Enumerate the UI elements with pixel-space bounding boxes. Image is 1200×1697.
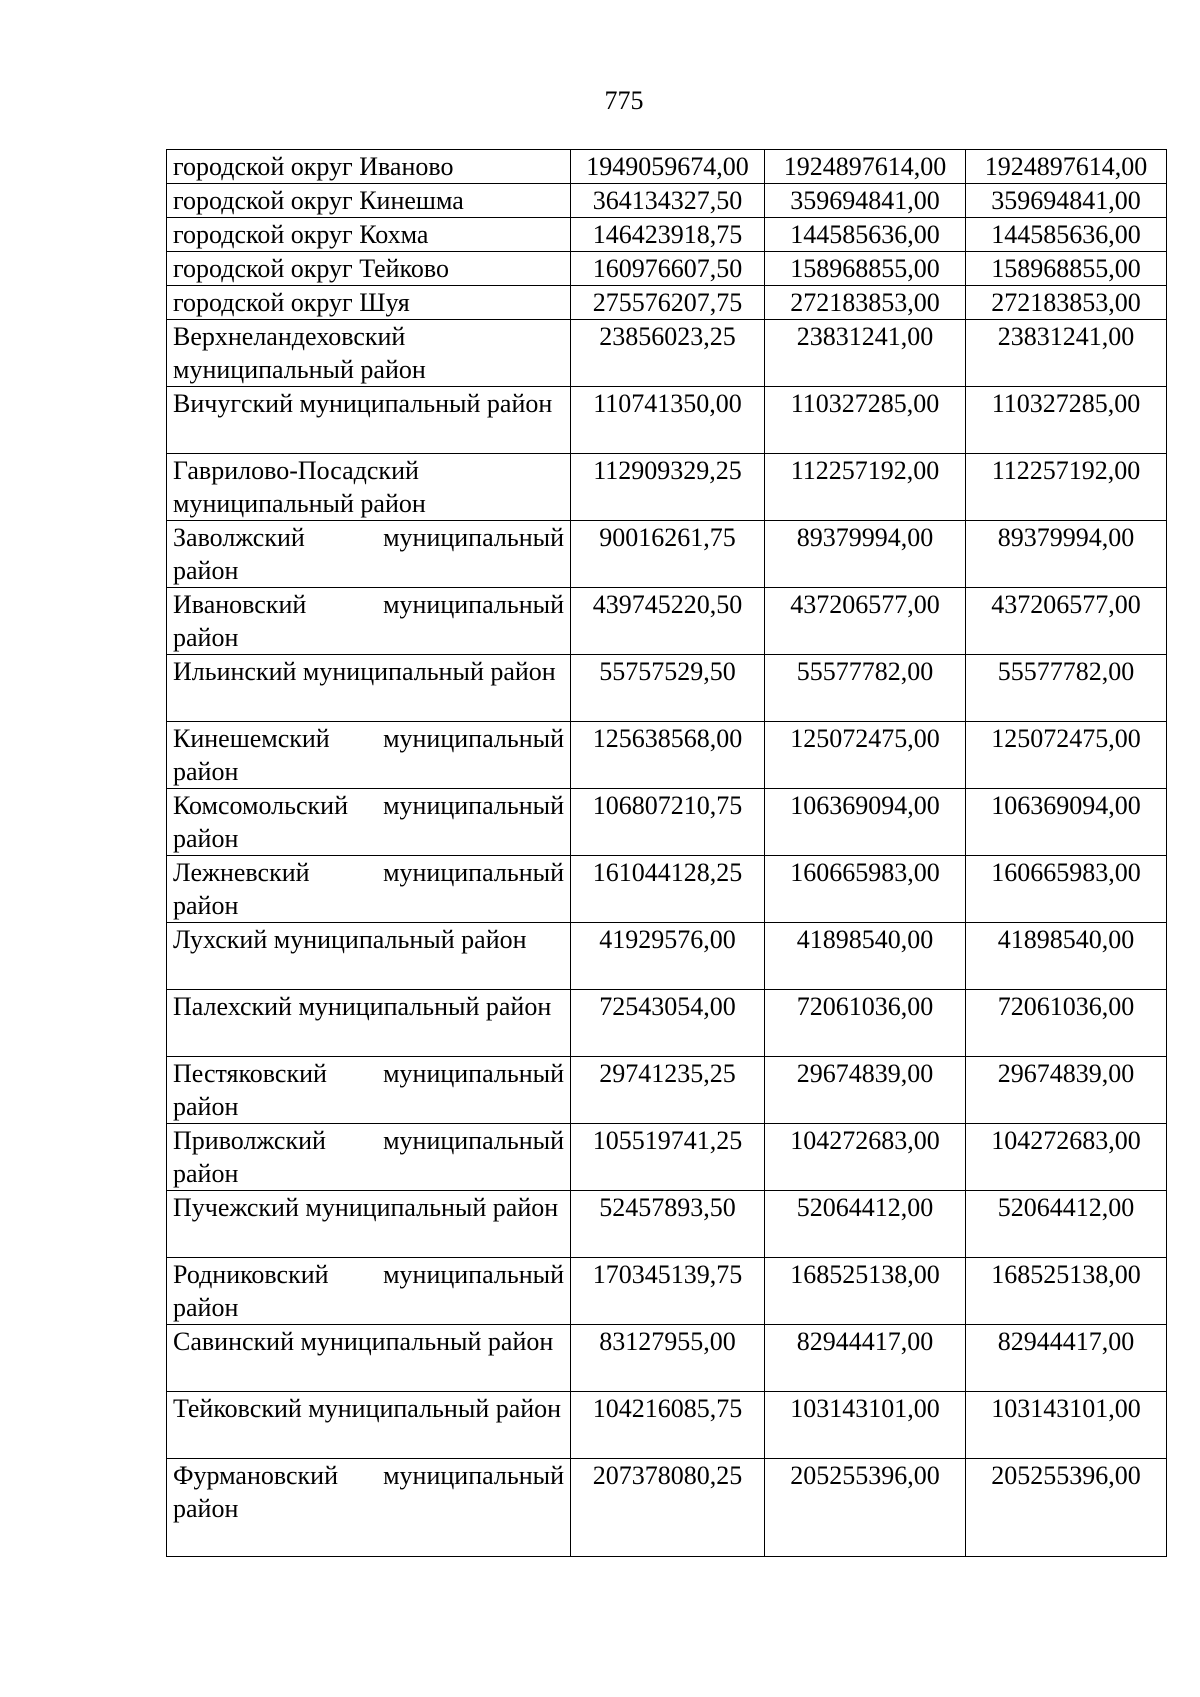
municipality-name: Ильинский муниципальный район: [167, 655, 571, 722]
amount-year-3: 158968855,00: [966, 252, 1167, 286]
amount-year-1: 90016261,75: [571, 521, 765, 588]
amount-year-3: 106369094,00: [966, 789, 1167, 856]
amount-year-2: 41898540,00: [765, 923, 966, 990]
amount-year-2: 72061036,00: [765, 990, 966, 1057]
municipality-name: Пестяковский муниципальный район: [167, 1057, 571, 1124]
municipality-name: Родниковский муниципальный район: [167, 1258, 571, 1325]
amount-year-2: 359694841,00: [765, 184, 966, 218]
amount-year-1: 41929576,00: [571, 923, 765, 990]
amount-year-3: 52064412,00: [966, 1191, 1167, 1258]
amount-year-2: 110327285,00: [765, 387, 966, 454]
budget-table: [166, 149, 1167, 1557]
amount-year-2: 103143101,00: [765, 1392, 966, 1459]
table-row: [167, 320, 1167, 387]
amount-year-1: 52457893,50: [571, 1191, 765, 1258]
table-row: [167, 150, 1167, 184]
amount-year-2: 89379994,00: [765, 521, 966, 588]
amount-year-1: 439745220,50: [571, 588, 765, 655]
amount-year-3: 112257192,00: [966, 454, 1167, 521]
table-row: [167, 1124, 1167, 1191]
table-row: [167, 789, 1167, 856]
amount-year-1: 106807210,75: [571, 789, 765, 856]
amount-year-1: 160976607,50: [571, 252, 765, 286]
amount-year-3: 55577782,00: [966, 655, 1167, 722]
municipality-name: Палехский муниципальный район: [167, 990, 571, 1057]
table-row: [167, 655, 1167, 722]
amount-year-1: 104216085,75: [571, 1392, 765, 1459]
amount-year-3: 82944417,00: [966, 1325, 1167, 1392]
municipality-name: Фурмановский муниципальный район: [167, 1459, 571, 1557]
table-row: [167, 1392, 1167, 1459]
amount-year-1: 170345139,75: [571, 1258, 765, 1325]
amount-year-1: 55757529,50: [571, 655, 765, 722]
amount-year-2: 1924897614,00: [765, 150, 966, 184]
amount-year-3: 41898540,00: [966, 923, 1167, 990]
table-row: [167, 856, 1167, 923]
amount-year-2: 112257192,00: [765, 454, 966, 521]
amount-year-3: 1924897614,00: [966, 150, 1167, 184]
amount-year-2: 272183853,00: [765, 286, 966, 320]
table-row: [167, 252, 1167, 286]
table-row: [167, 722, 1167, 789]
municipality-name: Заволжский муниципальный район: [167, 521, 571, 588]
amount-year-2: 158968855,00: [765, 252, 966, 286]
amount-year-2: 437206577,00: [765, 588, 966, 655]
municipality-name: городской округ Иваново: [167, 150, 571, 184]
amount-year-1: 29741235,25: [571, 1057, 765, 1124]
municipality-name: Приволжский муниципальный район: [167, 1124, 571, 1191]
amount-year-2: 23831241,00: [765, 320, 966, 387]
table-body: [167, 150, 1167, 1557]
amount-year-1: 105519741,25: [571, 1124, 765, 1191]
municipality-name: городской округ Тейково: [167, 252, 571, 286]
amount-year-3: 205255396,00: [966, 1459, 1167, 1557]
amount-year-3: 437206577,00: [966, 588, 1167, 655]
municipality-name: Кинешемский муниципальный район: [167, 722, 571, 789]
amount-year-1: 275576207,75: [571, 286, 765, 320]
table-row: [167, 1325, 1167, 1392]
municipality-name: городской округ Кинешма: [167, 184, 571, 218]
table-row: [167, 1258, 1167, 1325]
amount-year-3: 110327285,00: [966, 387, 1167, 454]
amount-year-3: 160665983,00: [966, 856, 1167, 923]
amount-year-3: 29674839,00: [966, 1057, 1167, 1124]
amount-year-3: 103143101,00: [966, 1392, 1167, 1459]
amount-year-2: 104272683,00: [765, 1124, 966, 1191]
amount-year-2: 55577782,00: [765, 655, 966, 722]
municipality-name: городской округ Кохма: [167, 218, 571, 252]
amount-year-1: 72543054,00: [571, 990, 765, 1057]
municipality-name: Пучежский муниципальный район: [167, 1191, 571, 1258]
amount-year-2: 160665983,00: [765, 856, 966, 923]
amount-year-1: 112909329,25: [571, 454, 765, 521]
municipality-name: Савинский муниципальный район: [167, 1325, 571, 1392]
amount-year-2: 52064412,00: [765, 1191, 966, 1258]
amount-year-1: 23856023,25: [571, 320, 765, 387]
municipality-name: Ивановский муниципальный район: [167, 588, 571, 655]
amount-year-3: 144585636,00: [966, 218, 1167, 252]
amount-year-2: 125072475,00: [765, 722, 966, 789]
municipality-name: Лежневский муниципальный район: [167, 856, 571, 923]
table-row: [167, 923, 1167, 990]
municipality-name: Верхнеландеховский муниципальный район: [167, 320, 571, 387]
amount-year-3: 272183853,00: [966, 286, 1167, 320]
table-row: [167, 521, 1167, 588]
municipality-name: городской округ Шуя: [167, 286, 571, 320]
amount-year-2: 106369094,00: [765, 789, 966, 856]
amount-year-1: 146423918,75: [571, 218, 765, 252]
amount-year-1: 1949059674,00: [571, 150, 765, 184]
amount-year-1: 207378080,25: [571, 1459, 765, 1557]
amount-year-3: 168525138,00: [966, 1258, 1167, 1325]
municipality-name: Лухский муниципальный район: [167, 923, 571, 990]
amount-year-1: 364134327,50: [571, 184, 765, 218]
municipality-name: Комсомольский муниципальный район: [167, 789, 571, 856]
table-row: [167, 990, 1167, 1057]
amount-year-2: 29674839,00: [765, 1057, 966, 1124]
amount-year-3: 359694841,00: [966, 184, 1167, 218]
table-row: [167, 218, 1167, 252]
amount-year-3: 125072475,00: [966, 722, 1167, 789]
table-row: [167, 286, 1167, 320]
amount-year-1: 83127955,00: [571, 1325, 765, 1392]
municipality-name: Вичугский муниципальный район: [167, 387, 571, 454]
table-row: [167, 1191, 1167, 1258]
table-row: [167, 184, 1167, 218]
amount-year-3: 23831241,00: [966, 320, 1167, 387]
municipality-name: Гаврилово-Посадский муниципальный район: [167, 454, 571, 521]
table-row: [167, 454, 1167, 521]
amount-year-2: 144585636,00: [765, 218, 966, 252]
municipality-name: Тейковский муниципальный район: [167, 1392, 571, 1459]
amount-year-2: 205255396,00: [765, 1459, 966, 1557]
table-row: [167, 1057, 1167, 1124]
amount-year-1: 125638568,00: [571, 722, 765, 789]
table-row: [167, 387, 1167, 454]
amount-year-3: 89379994,00: [966, 521, 1167, 588]
amount-year-3: 104272683,00: [966, 1124, 1167, 1191]
amount-year-2: 82944417,00: [765, 1325, 966, 1392]
page-number: 775: [604, 86, 644, 115]
amount-year-2: 168525138,00: [765, 1258, 966, 1325]
amount-year-3: 72061036,00: [966, 990, 1167, 1057]
amount-year-1: 110741350,00: [571, 387, 765, 454]
table-row: [167, 1459, 1167, 1557]
amount-year-1: 161044128,25: [571, 856, 765, 923]
table-row: [167, 588, 1167, 655]
